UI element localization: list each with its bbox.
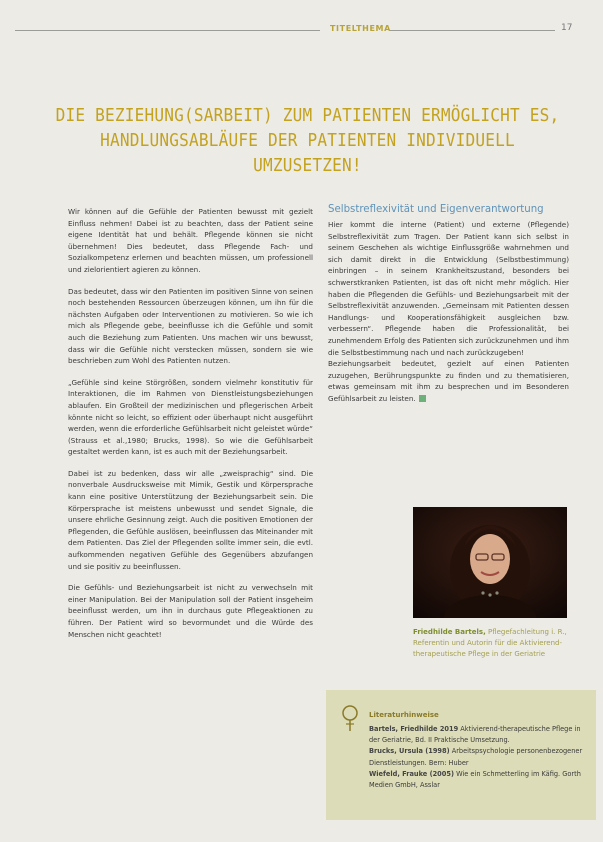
literature-entry bbox=[369, 769, 585, 791]
literature-author: Wiefeld, Frauke (2005) bbox=[369, 769, 454, 778]
left-paragraph: Wir können auf die Gefühle der Patienten bewusst mit gezielt Einfluss nehmen! Dabei ist zu beachten, dass der Patient seine eigene Identität hat und behält. Pflegende können sie nicht übernehmen! Dies bedeutet, dass Pflegende Fach- und Sozialkompetenz erlernen und beachten müssen, um professionell und zielorientiert agieren zu können. bbox=[68, 207, 313, 274]
literature-author: Bartels, Friedhilde 2019 bbox=[369, 725, 459, 733]
caption-text: Pflegefachleitung i. R., Referentin und Autorin für die Aktivierend-therapeutische Pflege in der Geriatrie bbox=[413, 628, 567, 658]
left-paragraph: Dabei ist zu bedenken, dass wir alle „zweisprachig“ sind. Die nonverbale Ausdrucksweise mit Mimik, Gestik und Körpersprache kann eine positive Unterstützung der Beziehungsarbeit sein. Die Körpersprache ist meistens unbewusst und sendet Signale, die unsere ehrliche Gesinnung zeigt. Auch die positiven Emotionen der Pflegenden, die Gefühle auslösen, beeinflussen das Miteinander mit dem Patienten. Das Ziel der Pflegenden sollte immer sein, die evtl. aufkommenden negativen Gefühle des Gegenübers abzufangen und sie positiv zu beeinflussen. bbox=[68, 468, 313, 571]
section-subheading: Selbstreflexivität und Eigenverantwortung bbox=[328, 204, 544, 215]
literature-author: Brucks, Ursula (1998) bbox=[369, 747, 450, 756]
literature-text: Aktivierend-therapeutische Pflege in der Geriatrie, Bd. II Praktische Umsetzung. bbox=[369, 725, 581, 745]
lightbulb-icon bbox=[340, 704, 360, 736]
literature-text: Wie ein Schmetterling im Käfig. Gorth Medien GmbH, Asslar bbox=[369, 769, 581, 790]
header-rule-right bbox=[390, 30, 555, 31]
left-paragraph: „Gefühle sind keine Störgrößen, sondern vielmehr konstitutiv für Interaktionen, die im Rahmen von Dienstleistungsbeziehungen ablaufen. Ein Großteil der medizinischen und pflegerischen Arbeit könnte nicht so leicht, so effizient oder überhaupt nicht ausgeführt werden, wenn die erforderliche Gefühlsarbeit nicht geleistet würde“ (Strauss et al.,1980; Brucks, 1998). So wie die Gefühlsarbeit gestaltet werden kann, ist es auch mit der Beziehungsarbeit. bbox=[68, 377, 313, 457]
page-number: 17 bbox=[561, 23, 573, 33]
author-photo bbox=[413, 507, 567, 618]
literature-entry bbox=[369, 724, 585, 746]
left-paragraph: Die Gefühls- und Beziehungsarbeit ist nicht zu verwechseln mit einer Manipulation. Bei der Manipulation soll der Patient insgeheim beeinflusst werden, um ihn in durchaus gute Pflegeaktionen zu führen. Der Patient wird so bevormundet und die Würde des Menschen nicht geachtet! bbox=[68, 583, 313, 639]
right-paragraph: Hier kommt die interne (Patient) und externe (Pflegende) Selbstreflexivität zum Tragen. Der Patient kann sich selbst in seinem Geschehen als wichtige Einflussgröße wahrnehmen und sich damit direkt in die Entwicklung (Selbstbestimmung) einbringen – in seinem Krankheitszustand, besonders bei schwerstkranken Patienten, ist das oft nicht mehr möglich. Hier haben die Pflegenden die Gefühls- und Beziehungsarbeit mit der Selbstreflexivität anzuwenden. „Gemeinsam mit Patienten dessen Handlungs- und Kooperationsfähigkeit ausgleichen bzw. verbessern“. Pflegende haben die Professionalität, bei zunehmendem Erfolg des Patienten sich zurückzunehmen und ihm die Selbstbestimmung nach und nach zurückzugeben! bbox=[328, 220, 569, 357]
right-column bbox=[328, 219, 569, 415]
headline-line-2: HANDLUNGSABLÄUFE DER PATIENTEN INDIVIDUELL UMZUSETZEN! bbox=[100, 131, 515, 176]
photo-caption bbox=[413, 627, 573, 660]
left-paragraph: Das bedeutet, dass wir den Patienten im positiven Sinne von seinen noch bestehenden Ressourcen überzeugen können, um ihn für die nächsten Aufgaben oder Interventionen zu motivieren. So wie ich mich als Pflegende gebe, beeinflusse ich die Gefühle und somit auch die Beziehung zum Patienten. Uns machen wir uns bewusst, dass wir die Gefühle nicht verstecken müssen, sondern sie wie beschrieben zum Wohl des Patienten nutzen. bbox=[68, 286, 313, 366]
headline-line-1: DIE BEZIEHUNG(SARBEIT) ZUM PATIENTEN ERMÖGLICHT ES, bbox=[55, 106, 560, 126]
literature-list bbox=[369, 724, 585, 791]
end-of-article-icon bbox=[419, 395, 426, 402]
right-paragraph-text: Beziehungsarbeit bedeutet, gezielt auf einen Patienten zuzugehen, Berührungspunkte zu finden und zu thematisieren, etwas gemeinsam mit ihm zu besprechen und im Besonderen Gefühlsarbeit zu leisten. bbox=[328, 359, 569, 403]
section-label: TITELTHEMA bbox=[330, 24, 391, 33]
right-paragraph-last bbox=[328, 358, 569, 404]
caption-name: Friedhilde Bartels, bbox=[413, 628, 486, 636]
literature-text: Arbeitspsychologie personenbezogener Dienstleistungen. Bern: Huber bbox=[369, 747, 583, 767]
headline bbox=[52, 104, 563, 179]
left-column bbox=[68, 206, 313, 650]
header-rule-left bbox=[15, 30, 320, 31]
literature-box bbox=[326, 690, 596, 820]
literature-title: Literaturhinweise bbox=[369, 711, 439, 719]
literature-entry bbox=[369, 746, 585, 768]
